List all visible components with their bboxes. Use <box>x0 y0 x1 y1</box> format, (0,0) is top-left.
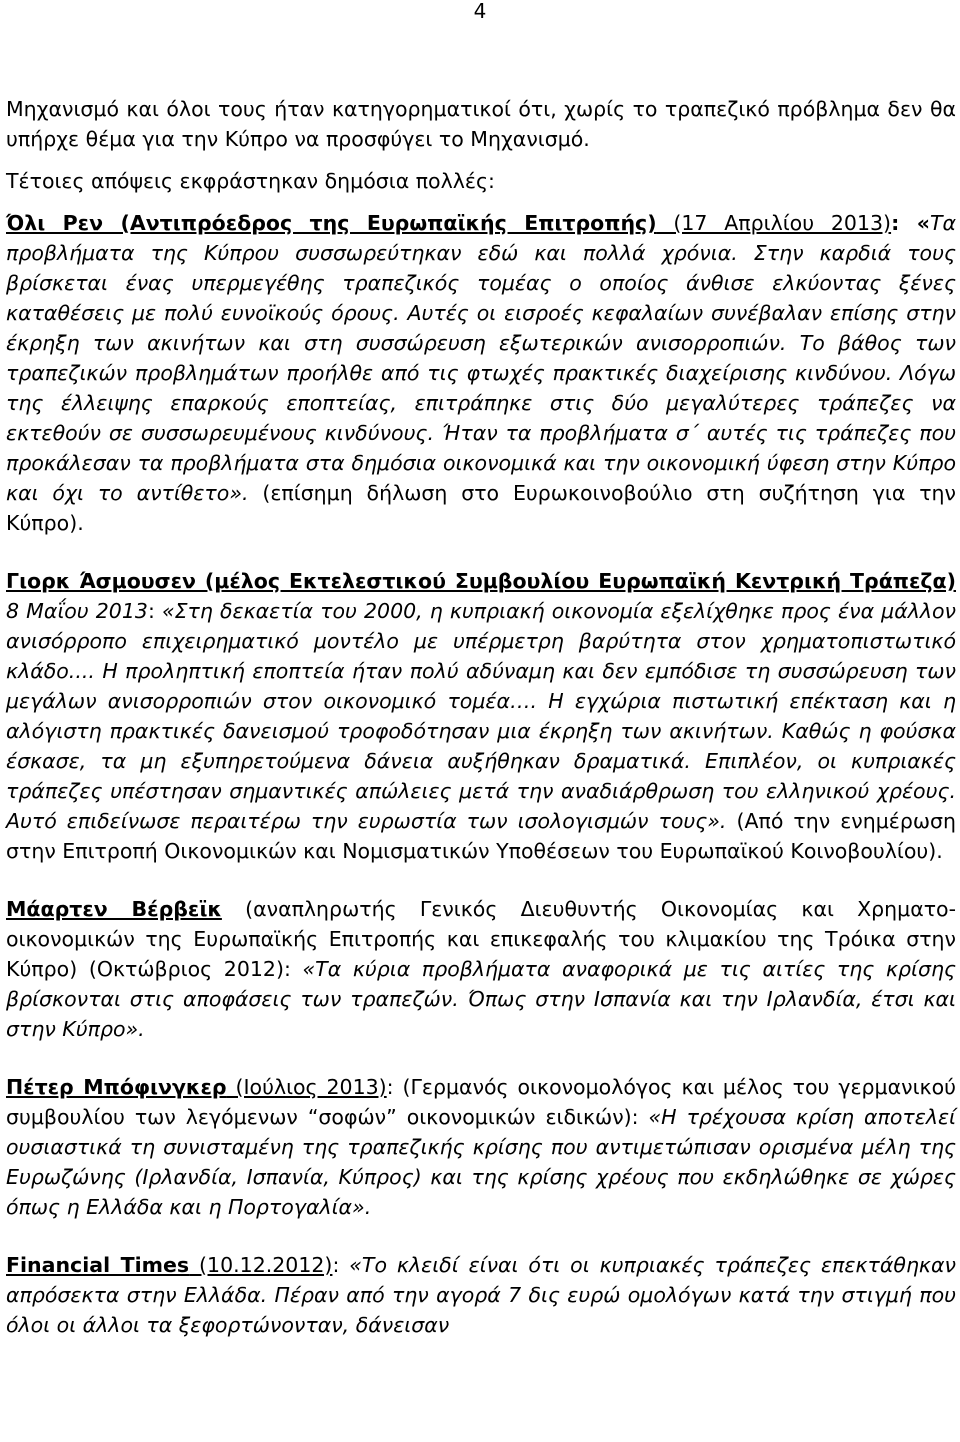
paragraph-bofinger <box>6 1072 956 1222</box>
speaker-olli-rehn: Όλι Ρεν (Αντιπρόεδρος της Ευρωπαϊκής Επιτροπής) <box>6 211 657 235</box>
page-number: 4 <box>473 0 487 23</box>
quote-verweij: «Τα κύρια προβλήματα αναφορικά με τις αιτίες της κρίσης βρίσκονται στις αποφάσεις των τραπεζών. Όπως στην Ισπανία και την Ιρλανδία, έτσι και στην Κύπρο». <box>6 957 956 1041</box>
paragraph-verweij <box>6 894 956 1044</box>
colon-financial-times: : <box>332 1253 350 1277</box>
paragraph-intro <box>6 94 956 154</box>
date-olli-rehn: (17 Απριλίου 2013) <box>656 211 892 235</box>
colon-bofinger: : <box>386 1075 403 1099</box>
quote-open-olli-rehn: « <box>916 211 930 235</box>
speaker-financial-times: Financial Times <box>6 1253 190 1277</box>
paragraph-opinions-lead <box>6 166 956 196</box>
colon-asmussen: : <box>147 599 162 623</box>
source-asmussen: (Από την ενημέρωση στην Επιτροπή Οικονομικών και Νομισματικών Υποθέσεων του Ευρωπαϊκού Κοινοβουλίου). <box>6 809 957 863</box>
source-olli-rehn: (επίσημη δήλωση στο Ευρωκοινοβούλιο στη συζήτηση για την Κύπρο). <box>6 481 956 535</box>
role-verweij: (αναπληρωτής Γενικός Διευθυντής Οικονομίας και Χρηματο-οικονομικών της Ευρωπαϊκής Επιτροπής και επικεφαλής του κλιμακίου της Τρόικα στην Κύπρο) (Οκτώβριος 2012): <box>6 897 956 981</box>
quote-olli-rehn: Τα προβλήματα της Κύπρου συσσωρεύτηκαν εδώ και πολλά χρόνια. Στην καρδιά τους βρίσκεται ένας υπερμεγέθης τραπεζικός τομέας ο οποίος άνθισε ελκύοντας ξένες καταθέσεις με πολύ ευνοϊκούς όρους. Αυτές οι εισροές κεφαλαίων συνέβαλαν επίσης στην έκρηξη των ακινήτων και στη συσσώρευση εξωτερικών ανισορροπιών. Το βάθος των τραπεζικών προβλημάτων προήλθε από τις φτωχές πρακτικές διαχείρισης κινδύνου. Λόγω της έλλειψης επαρκούς εποπτείας, επιτράπηκε στις δύο μεγαλύτερες τράπεζες να εκτεθούν σε συσσωρευμένους κινδύνους. Ήταν τα προβλήματα σ΄ αυτές τις τράπεζες που προκάλεσαν τα προβλήματα στα δημόσια οικονομικά και την οικονομική ύφεση στην Κύπρο και όχι το αντίθετο». <box>6 211 956 505</box>
date-financial-times: (10.12.2012) <box>189 1253 333 1277</box>
speaker-verweij: Μάαρτεν Βέρβεϊκ <box>6 897 222 921</box>
date-bofinger: (Ιούλιος 2013) <box>226 1075 387 1099</box>
paragraph-financial-times <box>6 1250 956 1340</box>
document-body <box>6 94 956 1340</box>
paragraph-asmussen <box>6 566 956 866</box>
date-asmussen: 8 Μαΐου 2013 <box>6 599 148 623</box>
speaker-bofinger: Πέτερ Μπόφινγκερ <box>6 1075 227 1099</box>
role-bofinger: (Γερμανός οικονομολόγος και μέλος του γερμανικού συμβουλίου των λεγόμενων “σοφών” οικονομικών ειδικών): <box>6 1075 956 1129</box>
quote-bofinger: «Η τρέχουσα κρίση αποτελεί ουσιαστικά τη συνισταμένη της τραπεζικής κρίσης που αντιμετώπισαν ορισμένα μέλη της Ευρωζώνης (Ιρλανδία, Ισπανία, Κύπρος) και της κρίσης χρέους που εκδηλώθηκε σε χώρες όπως η Ελλάδα και η Πορτογαλία». <box>6 1105 956 1219</box>
opinions-lead-text: Τέτοιες απόψεις εκφράστηκαν δημόσια πολλές: <box>6 169 495 193</box>
quote-financial-times: «Το κλειδί είναι ότι οι κυπριακές τράπεζες επεκτάθηκαν απρόσεκτα στην Ελλάδα. Πέραν από την αγορά 7 δις ευρώ ομολόγων κατά την στιγμή που όλοι οι άλλοι τα ξεφορτώνονταν, δάνεισαν <box>6 1253 956 1337</box>
quote-asmussen: «Στη δεκαετία του 2000, η κυπριακή οικονομία εξελίχθηκε προς ένα μάλλον ανισόρροπο επιχειρηματικό μοντέλο με υπέρμετρη βαρύτητα στον χρηματοπιστωτικό κλάδο.... Η προληπτική εποπτεία ήταν πολύ αδύναμη και δεν εμπόδισε τη συσσώρευση των μεγάλων ανισορροπιών στον οικονομικό τομέα…. Η εγχώρια πιστωτική επέκταση και η αλόγιστη πρακτικές δανεισμού τροφοδότησαν μια έκρηξη των ακινήτων. Καθώς η φούσκα έσκασε, τα μη εξυπηρετούμενα δάνεια αυξήθηκαν δραματικά. Επιπλέον, οι κυπριακές τράπεζες υπέστησαν σημαντικές απώλειες μετά την αναδιάρθρωση του ελληνικού χρέους. Αυτό επιδείνωσε περαιτέρω την ευρωστία των ισολογισμών τους». <box>6 599 956 833</box>
paragraph-olli-rehn <box>6 208 956 538</box>
speaker-asmussen: Γιορκ Άσμουσεν (μέλος Εκτελεστικού Συμβουλίου Ευρωπαϊκή Κεντρική Τράπεζα) <box>6 569 956 593</box>
paragraph-intro-text: Μηχανισμό και όλοι τους ήταν κατηγορηματικοί ότι, χωρίς το τραπεζικό πρόβλημα δεν θα υπήρχε θέμα για την Κύπρο να προσφύγει το Μηχανισμό. <box>6 97 956 151</box>
colon-olli-rehn: : <box>891 211 917 235</box>
